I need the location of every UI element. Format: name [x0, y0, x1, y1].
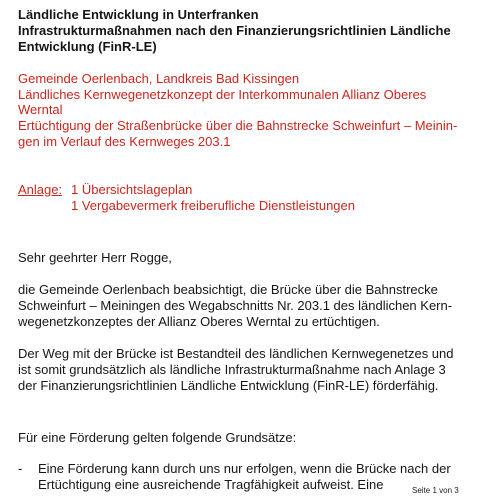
page-number: Seite 1 von 3 [412, 486, 459, 495]
header-title-line-1: Ländliche Entwicklung in Unterfranken [18, 7, 259, 22]
attachment-item-2: 1 Vergabevermerk freiberufliche Dienstleistungen [71, 198, 355, 213]
project-concept-line-2: Werntal [18, 102, 63, 117]
bullet-line-1: Eine Förderung kann durch uns nur erfolgen, wenn die Brücke nach der [38, 461, 451, 476]
bullet-marker: - [18, 461, 23, 476]
principles-intro: Für eine Förderung gelten folgende Grundsätze: [18, 430, 297, 445]
header-title-line-2: Infrastrukturmaßnahmen nach den Finanzierungsrichtlinien Ländliche [18, 23, 451, 38]
paragraph-2-line-2: ist somit grundsätzlich als ländliche Infrastrukturmaßnahme nach Anlage 3 [18, 362, 446, 377]
paragraph-1-line-1: die Gemeinde Oerlenbach beabsichtigt, die Brücke über die Bahnstrecke [18, 282, 438, 297]
project-measure-line-2: gen im Verlauf des Kernweges 203.1 [18, 134, 231, 149]
attachment-item-1: 1 Übersichtslageplan [71, 182, 193, 197]
attachments-label: Anlage: [18, 182, 63, 197]
header-title-line-3: Entwicklung (FinR-LE) [18, 39, 157, 54]
bullet-line-2: Ertüchtigung eine ausreichende Tragfähigkeit aufweist. Eine [38, 477, 384, 492]
salutation: Sehr geehrter Herr Rogge, [18, 250, 172, 265]
project-concept-line-1: Ländliches Kernwegenetzkonzept der Interkommunalen Allianz Oberes [18, 87, 427, 102]
paragraph-1-line-3: wegenetzkonzeptes der Allianz Oberes Werntal zu ertüchtigen. [18, 314, 380, 329]
project-measure-line-1: Ertüchtigung der Straßenbrücke über die Bahnstrecke Schweinfurt – Meinin- [18, 118, 458, 133]
paragraph-2-line-3: der Finanzierungsrichtlinien Ländliche Entwicklung (FinR-LE) förderfähig. [18, 378, 439, 393]
project-municipality: Gemeinde Oerlenbach, Landkreis Bad Kissingen [18, 71, 300, 86]
paragraph-2-line-1: Der Weg mit der Brücke ist Bestandteil des ländlichen Kernwegenetzes und [18, 346, 454, 361]
paragraph-1-line-2: Schweinfurt – Meiningen des Wegabschnitts Nr. 203.1 des ländlichen Kern- [18, 298, 453, 313]
